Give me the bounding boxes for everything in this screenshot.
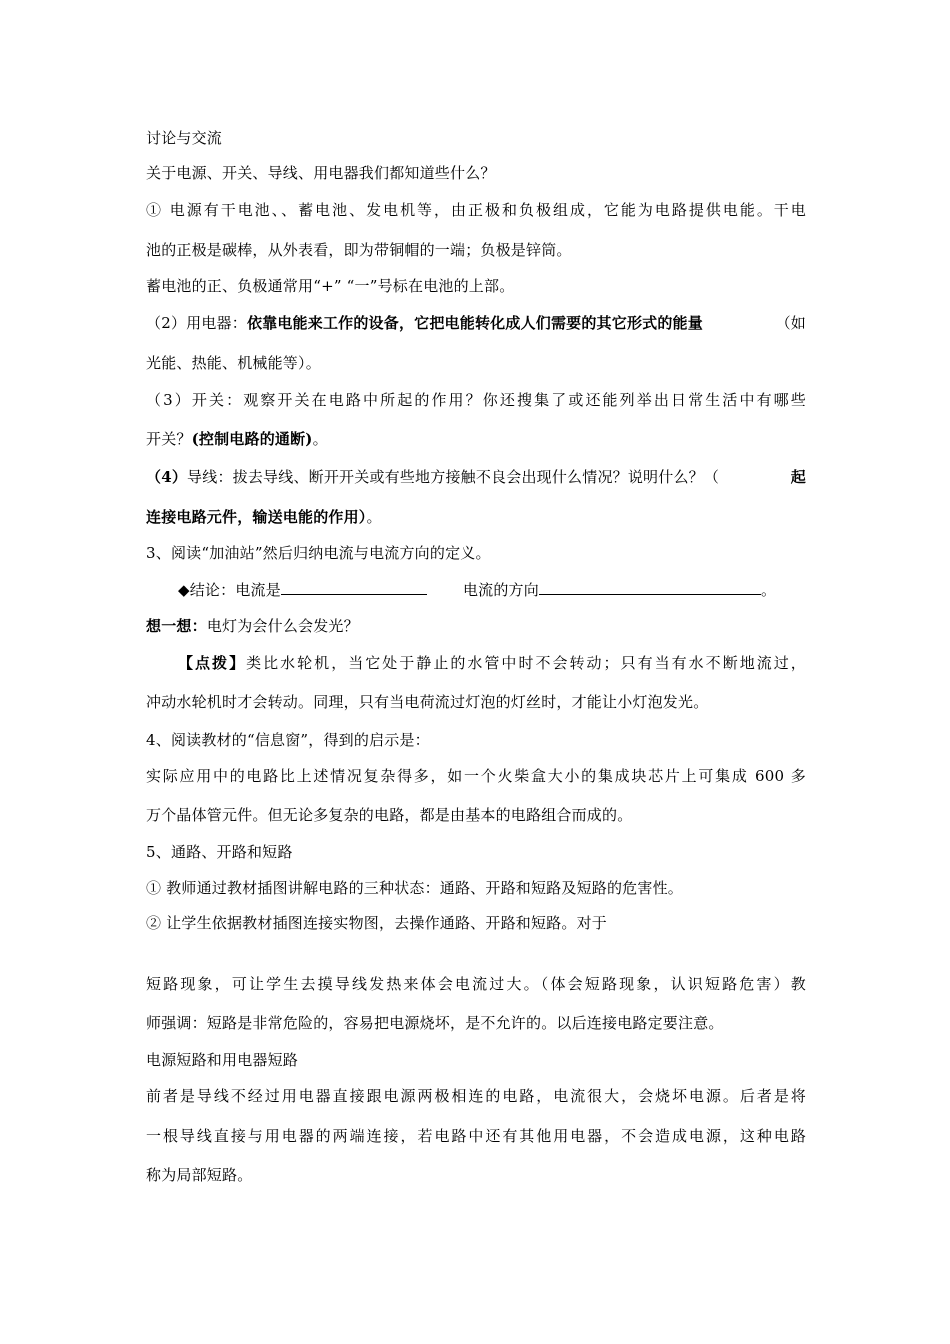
paragraph-line: 蓄电池的正、负极通常用“+” “一”号标在电池的上部。 [146, 277, 515, 295]
switch-line: （3）开关：观察开关在电路中所起的作用？你还搜集了或还能列举出日常生活中有哪些 [146, 391, 806, 409]
paragraph-line: 池的正极是碳棒，从外表看，即为带铜帽的一端；负极是锌筒。 [146, 241, 572, 259]
current-direction-blank[interactable] [539, 580, 761, 595]
current-definition-blank[interactable] [281, 580, 427, 595]
item-3-heading: 3、阅读“加油站”然后归纳电流与电流方向的定义。 [146, 544, 491, 562]
item-4-heading: 4、阅读教材的“信息窗”，得到的启示是： [146, 731, 430, 749]
paragraph-line: 师强调：短路是非常危险的，容易把电源烧坏，是不允许的。以后连接电路定要注意。 [146, 1014, 724, 1032]
paragraph-line: 实际应用中的电路比上述情况复杂得多，如一个火柴盒大小的集成块芯片上可集成 600 多 [146, 767, 806, 785]
question-line: 关于电源、开关、导线、用电器我们都知道些什么？ [146, 164, 496, 182]
paragraph-line: 万个晶体管元件。但无论多复杂的电路，都是由基本的电路组合而成的。 [146, 806, 633, 824]
conclusion-line: ◆结论：电流是 电流的方向 。 [178, 581, 777, 599]
hint-line: 【点拨】类比水轮机，当它处于静止的水管中时不会转动；只有当有水不断地流过， [178, 654, 806, 672]
item-5-heading: 5、通路、开路和短路 [146, 843, 293, 861]
think-line: 想一想：电灯为会什么会发光？ [146, 617, 359, 635]
appliance-definition: 依靠电能来工作的设备，它把电能转化成人们需要的其它形式的能量 [246, 314, 703, 332]
wire-line: （4）导线：拔去导线、断开开关或有些地方接触不良会出现什么情况？说明什么？（ 起 [146, 468, 806, 486]
paragraph-line: 短路现象，可让学生去摸导线发热来体会电流过大。（体会短路现象，认识短路危害）教 [146, 975, 806, 993]
paragraph-line: 冲动水轮机时才会转动。同理，只有当电荷流过灯泡的灯丝时，才能让小灯泡发光。 [146, 693, 709, 711]
paragraph-line: ① 电源有干电池、、蓄电池、发电机等，由正极和负极组成，它能为电路提供电能。干电 [146, 201, 806, 219]
switch-answer-line: 开关？(控制电路的通断)。 [146, 430, 328, 448]
paragraph-line: 一根导线直接与用电器的两端连接，若电路中还有其他用电器，不会造成电源，这种电路 [146, 1127, 806, 1145]
paragraph-line: 称为局部短路。 [146, 1166, 253, 1184]
section-heading: 讨论与交流 [146, 129, 223, 147]
paragraph-line: 前者是导线不经过用电器直接跟电源两极相连的电路，电流很大，会烧坏电源。后者是将 [146, 1087, 806, 1105]
appliance-line: （2）用电器：依靠电能来工作的设备，它把电能转化成人们需要的其它形式的能量 （如 [146, 314, 806, 332]
subheading: 电源短路和用电器短路 [146, 1051, 299, 1069]
paragraph-line: ② 让学生依据教材插图连接实物图，去操作通路、开路和短路。对于 [146, 914, 607, 932]
paragraph-line: ① 教师通过教材插图讲解电路的三种状态：通路、开路和短路及短路的危害性。 [146, 879, 683, 897]
paragraph-line: 光能、热能、机械能等）。 [146, 354, 321, 372]
wire-answer-line: 连接电路元件，输送电能的作用）。 [146, 508, 382, 526]
